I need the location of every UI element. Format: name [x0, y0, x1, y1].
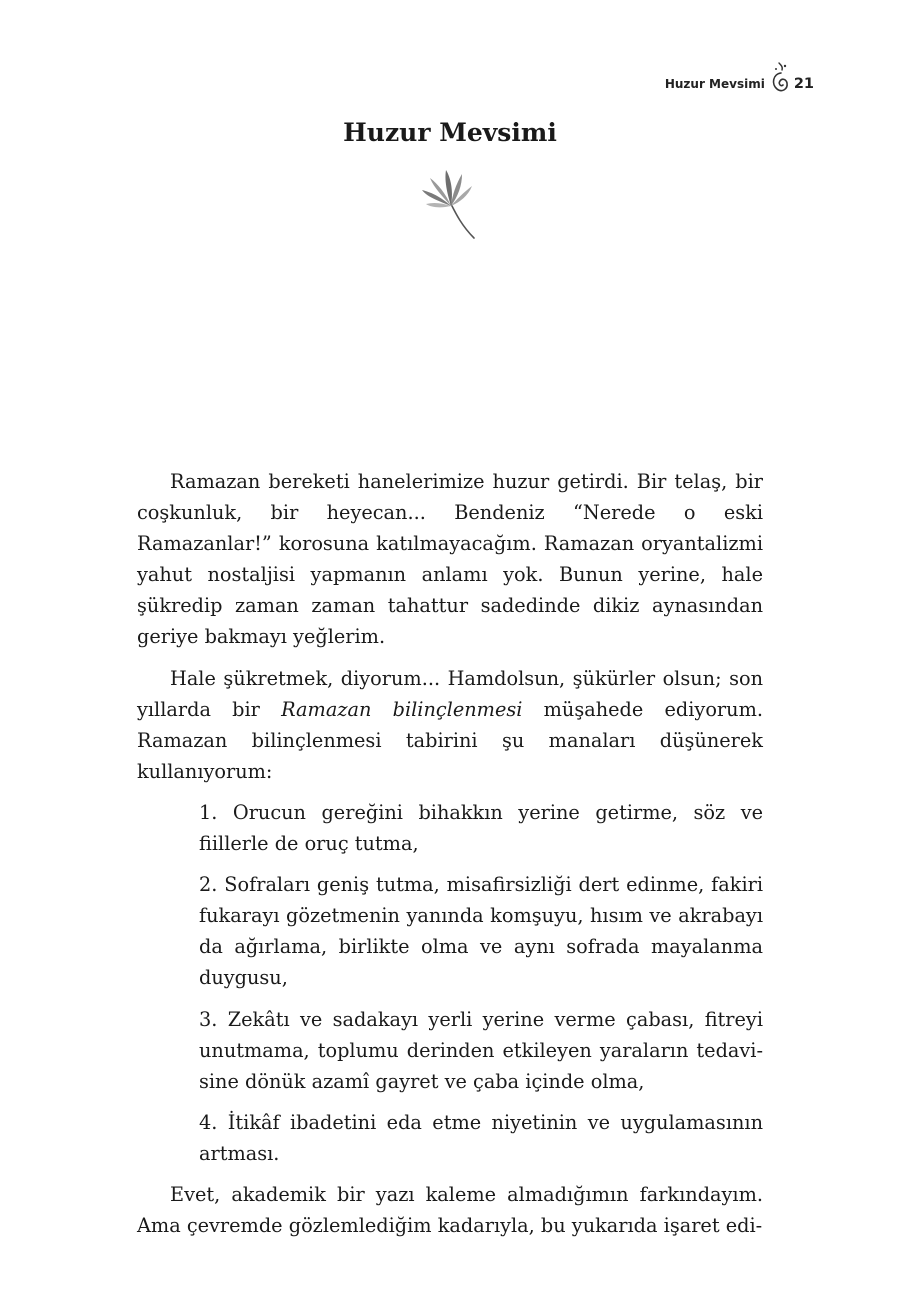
paragraph	[137, 663, 763, 787]
italic-term: Ramazan bilinçlenmesi	[281, 697, 523, 721]
numbered-list	[137, 797, 763, 1169]
body-text	[137, 466, 763, 1241]
chapter-title: Huzur Mevsimi	[343, 118, 557, 147]
paragraph-text: müşahede ediyorum. Ramazan bilinçlenmesi tabirini şu manaları düşünerek kullanıyorum:	[137, 697, 763, 783]
paragraph: Ramazan bereketi hanelerimize huzur getirdi. Bir telaş, bir coşkunluk, bir heyecan... Bendeniz “Nerede o eski Ramazanlar!” korosuna katılmayacağım. Ramazan oryantalizmi yahut nostaljisi yapmanın anlamı yok. Bunun yerine, hale şükredip zaman zaman tahattur sadedinde dikiz aynasından geriye bakmayı yeğlerim.	[137, 470, 763, 649]
list-item: 3. Zekâtı ve sadakayı yerli yerine verme çabası, fitreyi unutmama, toplumu derinden etkileyen yaraların tedavisine dönük azamî gayret ve çaba içinde olma,	[199, 1007, 763, 1093]
tulip-flower-icon	[420, 168, 482, 240]
list-item: 2. Sofraları geniş tutma, misafirsizliği dert edinme, fakiri fukarayı gözetmenin yanında komşuyu, hısım ve akrabayı da ağırlama, birlikte olma ve aynı sofrada mayalanma duygusu,	[199, 873, 763, 990]
running-header	[665, 66, 814, 102]
list-item: 1. Orucun gereğini bihakkın yerine getirme, söz ve fiillerle de oruç tutma,	[199, 800, 763, 856]
paragraph-text: Hale şükretmek, diyorum... Hamdolsun, şükürler olsun; son yıllarda bir	[137, 666, 763, 721]
list-item: 4. İtikâf ibadetini eda etme niyetinin ve uygulamasının artması.	[199, 1110, 763, 1165]
paragraph: Evet, akademik bir yazı kaleme almadığımın farkındayım. Ama çevremde gözlemlediğim kadarıyla, bu yukarıda işaret edi-	[137, 1182, 763, 1238]
page-number: 21	[793, 76, 814, 92]
running-title: Huzur Mevsimi	[664, 77, 765, 91]
crescent-ornament-icon	[769, 60, 791, 96]
